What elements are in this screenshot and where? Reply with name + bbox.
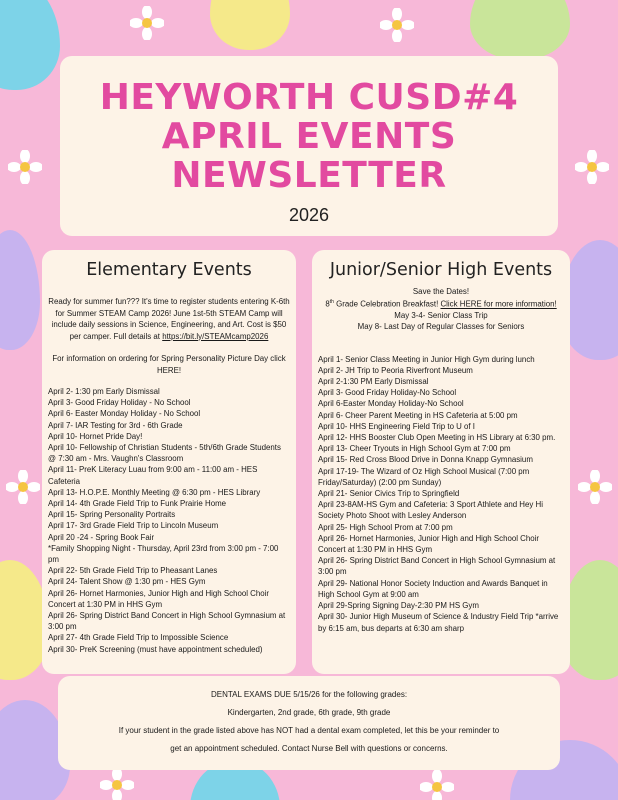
senior-class-trip: May 3-4- Senior Class Trip	[394, 310, 488, 320]
picture-day-info	[48, 353, 290, 376]
save-the-dates	[318, 286, 564, 332]
egg-decoration	[0, 230, 40, 350]
breakfast-info-link[interactable]: Click HERE for more information!	[440, 299, 557, 309]
list-item: April 13- H.O.P.E. Monthly Meeting @ 6:30 pm - HES Library	[48, 487, 261, 497]
list-item: April 2- JH Trip to Peoria Riverfront Museum	[318, 365, 473, 375]
breakfast-text: Grade Celebration Breakfast!	[333, 299, 439, 309]
dental-reminder: If your student in the grade listed above has NOT had a dental exam completed, let this be your reminder to	[118, 726, 500, 735]
picture-day-text: For information on ordering for Spring Personality Picture Day click	[52, 354, 286, 363]
daisy-decoration	[420, 770, 454, 800]
list-item: *Family Shopping Night - Thursday, April 23rd from 3:00 pm - 7:00 pm	[48, 543, 279, 565]
daisy-decoration	[6, 470, 40, 504]
picture-day-link[interactable]: HERE!	[156, 365, 182, 375]
daisy-decoration	[380, 8, 414, 42]
elementary-events-panel	[42, 250, 296, 674]
list-item: April 10- HHS Engineering Field Trip to U of I	[318, 421, 476, 431]
breakfast-grade: 8	[325, 299, 330, 309]
list-item: April 11- PreK Literacy Luau from 9:00 am - 11:00 am - HES Cafeteria	[48, 465, 258, 486]
list-item: April 26- Spring District Band Concert in High School Gymnasium at 3:00 pm	[48, 611, 286, 632]
junior-senior-events-panel	[312, 250, 570, 674]
egg-decoration	[210, 0, 290, 50]
junior-senior-event-list	[318, 354, 564, 634]
save-the-dates-title: Save the Dates!	[412, 287, 470, 296]
list-item: April 2-1:30 PM Early Dismissal	[318, 377, 429, 387]
dental-exam-notice	[58, 676, 560, 770]
list-item: April 29- National Honor Society Induction and Awards Banquet in High School Gym at 9:00 am	[318, 578, 548, 599]
steam-camp-link[interactable]: https://bit.ly/STEAMcamp2026	[162, 331, 269, 341]
daisy-decoration	[575, 150, 609, 184]
list-item: April 13- Cheer Tryouts in High School Gym at 7:00 pm	[318, 444, 511, 454]
daisy-decoration	[578, 470, 612, 504]
list-item: April 25- High School Prom at 7:00 pm	[318, 522, 453, 532]
list-item: April 6- Cheer Parent Meeting in HS Cafeteria at 5:00 pm	[318, 410, 518, 420]
list-item: April 12- HHS Booster Club Open Meeting in HS Library at 6:30 pm.	[318, 433, 556, 443]
list-item: April 3- Good Friday Holiday-No School	[318, 388, 457, 398]
dental-grades: Kindergarten, 2nd grade, 6th grade, 9th grade	[227, 708, 391, 717]
header-title-line-2: APRIL EVENTS	[161, 116, 457, 157]
list-item: April 30- Junior High Museum of Science & Industry Field Trip *arrive by 6:15 am, bus departs at 6:30 am sharp	[318, 612, 559, 633]
daisy-decoration	[130, 6, 164, 40]
list-item: April 21- Senior Civics Trip to Springfield	[318, 489, 460, 499]
header-title-line-1: HEYWORTH CUSD#4	[99, 77, 519, 118]
list-item: April 29-Spring Signing Day-2:30 PM HS Gym	[318, 601, 479, 611]
list-item: April 3- Good Friday Holiday - No School	[48, 398, 191, 408]
list-item: April 6-Easter Monday Holiday-No School	[318, 399, 464, 409]
list-item: April 10- Hornet Pride Day!	[48, 431, 143, 441]
list-item: April 15- Red Cross Blood Drive in Donna Knapp Gymnasium	[318, 455, 533, 465]
steam-camp-text: Ready for summer fun??? It's time to register students entering K-6th for Summer STEAM Camp 2026! June 1st-5th STEAM Camp will include daily sessions in Science, Engineering, and Art. Cost is $50 per camper. Full details at	[48, 297, 290, 341]
elementary-event-list	[48, 386, 290, 655]
breakfast-line	[318, 297, 564, 310]
last-day-seniors: May 8- Last Day of Regular Classes for Seniors	[357, 321, 525, 331]
newsletter-header	[60, 56, 558, 236]
header-title-line-3: NEWSLETTER	[171, 155, 447, 196]
list-item: April 15- Spring Personality Portraits	[48, 510, 176, 520]
list-item: April 7- IAR Testing for 3rd - 6th Grade	[48, 420, 183, 430]
list-item: April 27- 4th Grade Field Trip to Impossible Science	[48, 633, 229, 643]
daisy-decoration	[100, 768, 134, 800]
list-item: April 20 -24 - Spring Book Fair	[48, 532, 155, 542]
list-item: April 24- Talent Show @ 1:30 pm - HES Gym	[48, 577, 206, 587]
elementary-title: Elementary Events	[86, 260, 252, 280]
junior-senior-title: Junior/Senior High Events	[329, 260, 553, 280]
list-item: April 1- Senior Class Meeting in Junior High Gym during lunch	[318, 354, 535, 364]
list-item: April 30- PreK Screening (must have appointment scheduled)	[48, 644, 263, 654]
egg-decoration	[0, 0, 60, 90]
egg-decoration	[470, 0, 570, 60]
list-item: April 6- Easter Monday Holiday - No School	[48, 409, 201, 419]
steam-camp-intro	[48, 296, 290, 342]
list-item: April 26- Spring District Band Concert in High School Gymnasium at 3:00 pm	[318, 556, 556, 577]
dental-contact: get an appointment scheduled. Contact Nurse Bell with questions or concerns.	[170, 744, 448, 753]
breakfast-grade-suffix: th	[329, 299, 334, 305]
list-item: April 17- 3rd Grade Field Trip to Lincoln Museum	[48, 521, 219, 531]
header-year: 2026	[288, 205, 330, 225]
list-item: April 26- Hornet Harmonies, Junior High and High School Choir Concert at 1:30 PM in HHS Gym	[48, 588, 270, 609]
list-item: April 10- Fellowship of Christian Students - 5th/6th Grade Students @ 7:30 am - Mrs. Vaughn's Classroom	[48, 443, 281, 464]
list-item: April 17-19- The Wizard of Oz High School Musical (7:00 pm Friday/Saturday) (2:00 pm Sunday)	[318, 466, 530, 487]
daisy-decoration	[8, 150, 42, 184]
list-item: April 2- 1:30 pm Early Dismissal	[48, 387, 160, 396]
list-item: April 26- Hornet Harmonies, Junior High and High School Choir Concert at 1:30 PM in HHS Gym	[318, 533, 540, 555]
list-item: April 23-8AM-HS Gym and Cafeteria: 3 Sport Athlete and Hey Hi Society Photo Shoot with Lesley Anderson	[318, 500, 543, 521]
list-item: April 22- 5th Grade Field Trip to Pheasant Lanes	[48, 566, 218, 576]
list-item: April 14- 4th Grade Field Trip to Funk Prairie Home	[48, 499, 227, 509]
dental-deadline: DENTAL EXAMS DUE 5/15/26 for the following grades:	[210, 690, 408, 699]
